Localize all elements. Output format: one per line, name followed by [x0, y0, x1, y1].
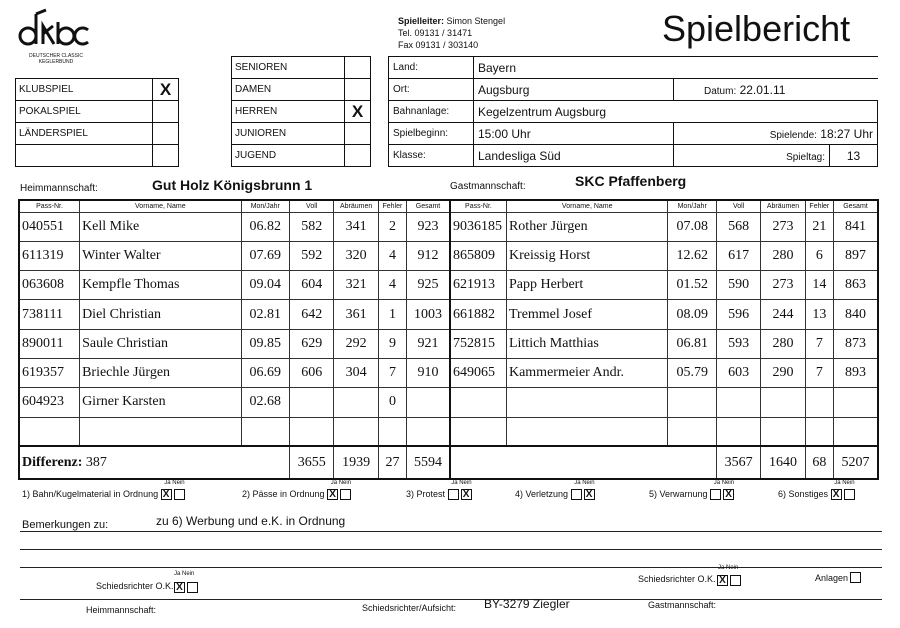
- signature-referee-value: BY-3279 Ziegler: [484, 597, 570, 611]
- score-table: [18, 199, 879, 480]
- guest-cell: 290: [761, 358, 805, 387]
- guest-cell: 752815: [450, 329, 507, 358]
- game-type-row: [16, 145, 179, 167]
- home-cell: 361: [334, 300, 378, 329]
- home-cell: 09.85: [241, 329, 289, 358]
- yes-no-caption: Ja Nein: [834, 480, 855, 486]
- game-type-mark[interactable]: [153, 101, 179, 123]
- yes-no-caption: Ja Nein: [330, 480, 352, 486]
- remarks-label: Bemerkungen zu:: [22, 519, 109, 531]
- guest-cell: 9036185: [450, 212, 507, 241]
- age-class-label: DAMEN: [232, 79, 345, 101]
- home-cell: 604923: [19, 388, 80, 417]
- guest-cell: [668, 417, 716, 446]
- home-cell: 611319: [19, 241, 80, 270]
- column-header: Gesamt: [833, 200, 878, 212]
- check-item: [778, 480, 855, 501]
- referee-ok-left-label: Schiedsrichter O.K.: [96, 581, 174, 591]
- column-header: Voll: [716, 200, 760, 212]
- guest-cell: 568: [716, 212, 760, 241]
- home-cell: [241, 417, 289, 446]
- home-team-name: Gut Holz Königsbrunn 1: [152, 177, 313, 193]
- game-type-label: [16, 145, 153, 167]
- guest-cell: Rother Jürgen: [506, 212, 668, 241]
- ref-yes-no-right: Ja Nein: [718, 565, 739, 571]
- guest-cell: [805, 417, 833, 446]
- home-cell: 02.81: [241, 300, 289, 329]
- anlagen-checkbox[interactable]: [850, 572, 861, 583]
- home-total-fehler: 27: [378, 446, 406, 479]
- check-item: [515, 480, 595, 501]
- guest-cell: 13: [805, 300, 833, 329]
- yes-no-caption: Ja Nein: [713, 480, 735, 486]
- remarks-value: zu 6) Werbung und e.K. in Ordnung: [156, 514, 346, 528]
- home-cell: 1003: [407, 300, 450, 329]
- home-cell: 9: [378, 329, 406, 358]
- game-type-label: POKALSPIEL: [16, 101, 153, 123]
- referee-ok-right-yes[interactable]: X: [717, 575, 728, 586]
- age-class-label: JUNIOREN: [232, 123, 345, 145]
- beginn-label: Spielbeginn:: [389, 123, 474, 145]
- column-header: Gesamt: [407, 200, 450, 212]
- signature-referee-label: Schiedsrichter/Aufsicht:: [362, 603, 457, 613]
- spieltag-value: 13: [830, 145, 878, 167]
- klasse-label: Klasse:: [389, 145, 474, 167]
- column-header: Vorname, Name: [506, 200, 668, 212]
- totals-row: [19, 446, 878, 479]
- check-label: 4) Verletzung: [515, 489, 569, 499]
- check-no-box[interactable]: X: [461, 489, 472, 500]
- game-type-row: [16, 79, 179, 101]
- check-label: 5) Verwarnung: [649, 489, 708, 499]
- guest-cell: 7: [805, 358, 833, 387]
- check-yes-box[interactable]: X: [831, 489, 842, 500]
- home-cell: 604: [290, 271, 334, 300]
- game-type-row: [16, 123, 179, 145]
- leader-name: Simon Stengel: [446, 16, 506, 26]
- spieltag-label: Spieltag:: [786, 151, 825, 163]
- guest-total-gesamt: 5207: [833, 446, 878, 479]
- home-cell: 619357: [19, 358, 80, 387]
- checklist: [22, 480, 882, 507]
- home-cell: [290, 417, 334, 446]
- dkbc-logo: [16, 8, 106, 65]
- home-cell: 02.68: [241, 388, 289, 417]
- home-cell: Briechle Jürgen: [80, 358, 242, 387]
- guest-cell: 596: [716, 300, 760, 329]
- home-cell: 321: [334, 271, 378, 300]
- ende-value: 18:27 Uhr: [820, 126, 873, 141]
- table-row: [19, 300, 878, 329]
- home-cell: [378, 417, 406, 446]
- column-header: Mon/Jahr: [241, 200, 289, 212]
- game-type-mark[interactable]: X: [153, 79, 179, 101]
- guest-cell: 593: [716, 329, 760, 358]
- check-item: [649, 480, 735, 501]
- guest-cell: 590: [716, 271, 760, 300]
- referee-ok-left-yes[interactable]: X: [174, 582, 185, 593]
- fax-value: 09131 / 303140: [415, 40, 479, 50]
- difference-value: 387: [85, 454, 107, 470]
- check-label: 3) Protest: [406, 489, 446, 499]
- home-cell: 06.69: [241, 358, 289, 387]
- column-header: Mon/Jahr: [668, 200, 716, 212]
- guest-cell: [450, 417, 507, 446]
- home-cell: 07.69: [241, 241, 289, 270]
- check-label: 1) Bahn/Kugelmaterial in Ordnung: [22, 489, 159, 499]
- guest-cell: [761, 417, 805, 446]
- age-class-row: [232, 145, 371, 167]
- column-header: Abräumen: [334, 200, 378, 212]
- age-class-row: [232, 57, 371, 79]
- home-total-gesamt: 5594: [407, 446, 450, 479]
- check-label: 6) Sonstiges: [778, 489, 829, 499]
- guest-cell: [716, 417, 760, 446]
- guest-cell: 05.79: [668, 358, 716, 387]
- home-cell: 890011: [19, 329, 80, 358]
- home-cell: 925: [407, 271, 450, 300]
- fax-label: Fax: [398, 40, 414, 50]
- ende-label: Spielende:: [769, 129, 817, 141]
- home-cell: 592: [290, 241, 334, 270]
- guest-cell: [761, 388, 805, 417]
- logo-text-2: KEGLERBUND: [38, 59, 74, 65]
- table-row: [19, 417, 878, 446]
- signature-home-label: Heimmannschaft:: [86, 605, 157, 615]
- home-cell: 582: [290, 212, 334, 241]
- guest-cell: 897: [833, 241, 878, 270]
- guest-cell: [450, 388, 507, 417]
- home-cell: [334, 388, 378, 417]
- home-cell: Diel Christian: [80, 300, 242, 329]
- leader-label: Spielleiter:: [398, 16, 445, 26]
- bowler-icon: [16, 8, 106, 48]
- guest-cell: 649065: [450, 358, 507, 387]
- age-class-mark[interactable]: [345, 123, 371, 145]
- guest-cell: 280: [761, 241, 805, 270]
- column-header: Abräumen: [761, 200, 805, 212]
- guest-cell: 21: [805, 212, 833, 241]
- beginn-value: 15:00 Uhr: [474, 123, 674, 145]
- yes-no-caption: Ja Nein: [574, 480, 595, 486]
- home-cell: 4: [378, 271, 406, 300]
- guest-cell: Papp Herbert: [506, 271, 668, 300]
- home-cell: 923: [407, 212, 450, 241]
- yes-no-caption: Ja Nein: [451, 480, 472, 486]
- home-cell: [290, 388, 334, 417]
- home-cell: [334, 417, 378, 446]
- guest-cell: [716, 388, 760, 417]
- home-cell: 642: [290, 300, 334, 329]
- guest-cell: 244: [761, 300, 805, 329]
- home-cell: 2: [378, 212, 406, 241]
- table-row: [19, 241, 878, 270]
- check-yes-box[interactable]: X: [327, 489, 338, 500]
- home-total-voll: 3655: [290, 446, 334, 479]
- guest-cell: 6: [805, 241, 833, 270]
- home-cell: 910: [407, 358, 450, 387]
- guest-cell: 661882: [450, 300, 507, 329]
- guest-cell: Littich Matthias: [506, 329, 668, 358]
- datum-label: Datum:: [704, 85, 737, 97]
- home-cell: 341: [334, 212, 378, 241]
- guest-cell: 893: [833, 358, 878, 387]
- home-cell: 06.82: [241, 212, 289, 241]
- age-class-label: SENIOREN: [232, 57, 345, 79]
- yes-no-caption: Ja Nein: [164, 480, 185, 486]
- signature-guest-label: Gastmannschaft:: [648, 600, 717, 610]
- check-label: 2) Pässe in Ordnung: [242, 489, 325, 499]
- column-header: Vorname, Name: [80, 200, 242, 212]
- check-no-box[interactable]: [844, 489, 855, 500]
- game-type-label: LÄNDERSPIEL: [16, 123, 153, 145]
- bahn-value: Kegelzentrum Augsburg: [474, 101, 878, 123]
- age-class-mark[interactable]: [345, 79, 371, 101]
- age-class-row: [232, 79, 371, 101]
- column-header: Fehler: [378, 200, 406, 212]
- home-cell: [407, 417, 450, 446]
- home-cell: Saule Christian: [80, 329, 242, 358]
- check-no-box[interactable]: [174, 489, 185, 500]
- guest-cell: 08.09: [668, 300, 716, 329]
- guest-team-name: SKC Pfaffenberg: [575, 173, 687, 189]
- ref-yes-no-left: Ja Nein: [174, 571, 195, 577]
- home-cell: 629: [290, 329, 334, 358]
- guest-cell: 12.62: [668, 241, 716, 270]
- home-cell: Kempfle Thomas: [80, 271, 242, 300]
- table-row: [19, 388, 878, 417]
- guest-cell: 841: [833, 212, 878, 241]
- guest-cell: 621913: [450, 271, 507, 300]
- age-class-label: JUGEND: [232, 145, 345, 167]
- home-cell: 738111: [19, 300, 80, 329]
- column-header: Voll: [290, 200, 334, 212]
- age-class-mark[interactable]: [345, 57, 371, 79]
- klasse-value: Landesliga Süd: [474, 145, 674, 167]
- guest-total-abraeumen: 1640: [761, 446, 805, 479]
- age-class-row: [232, 101, 371, 123]
- home-total-abraeumen: 1939: [334, 446, 378, 479]
- guest-cell: [833, 388, 878, 417]
- home-cell: [19, 417, 80, 446]
- home-cell: 606: [290, 358, 334, 387]
- guest-cell: 01.52: [668, 271, 716, 300]
- ort-value: Augsburg: [474, 79, 674, 101]
- referee-ok-left-no[interactable]: [187, 582, 198, 593]
- guest-cell: [833, 417, 878, 446]
- check-no-box[interactable]: [340, 489, 351, 500]
- home-cell: Girner Karsten: [80, 388, 242, 417]
- home-cell: 292: [334, 329, 378, 358]
- anlagen-label: Anlagen: [815, 573, 849, 583]
- guest-cell: 7: [805, 329, 833, 358]
- guest-cell: 273: [761, 212, 805, 241]
- page-title: Spielbericht: [662, 8, 851, 49]
- check-yes-box[interactable]: X: [161, 489, 172, 500]
- home-cell: 912: [407, 241, 450, 270]
- guest-total-fehler: 68: [805, 446, 833, 479]
- game-type-mark[interactable]: [153, 145, 179, 167]
- check-item: [406, 480, 472, 501]
- difference-label: Differenz:: [22, 454, 83, 470]
- age-class-label: HERREN: [232, 101, 345, 123]
- column-header: Pass-Nr.: [450, 200, 507, 212]
- game-type-label: KLUBSPIEL: [16, 79, 153, 101]
- guest-cell: 14: [805, 271, 833, 300]
- home-cell: 320: [334, 241, 378, 270]
- home-cell: Kell Mike: [80, 212, 242, 241]
- guest-cell: 06.81: [668, 329, 716, 358]
- game-type-mark[interactable]: [153, 123, 179, 145]
- tel-value: 09131 / 31471: [414, 28, 473, 38]
- land-value: Bayern: [474, 57, 878, 79]
- logo-text-1: DEUTSCHER CLASSIC: [29, 53, 83, 59]
- column-header: Pass-Nr.: [19, 200, 80, 212]
- age-class-table: [231, 56, 371, 167]
- home-cell: 040551: [19, 212, 80, 241]
- guest-cell: Kammermeier Andr.: [506, 358, 668, 387]
- check-yes-box[interactable]: [571, 489, 582, 500]
- home-cell: 0: [378, 388, 406, 417]
- home-cell: 063608: [19, 271, 80, 300]
- home-cell: Winter Walter: [80, 241, 242, 270]
- guest-cell: [506, 388, 668, 417]
- home-cell: 921: [407, 329, 450, 358]
- check-yes-box[interactable]: [448, 489, 459, 500]
- home-cell: 7: [378, 358, 406, 387]
- home-cell: 4: [378, 241, 406, 270]
- age-class-mark[interactable]: [345, 145, 371, 167]
- guest-cell: 617: [716, 241, 760, 270]
- guest-total-voll: 3567: [716, 446, 760, 479]
- table-row: [19, 358, 878, 387]
- match-info-table: [388, 56, 878, 167]
- guest-cell: 603: [716, 358, 760, 387]
- table-row: [19, 271, 878, 300]
- table-row: [19, 329, 878, 358]
- check-no-box[interactable]: X: [723, 489, 734, 500]
- guest-cell: 840: [833, 300, 878, 329]
- game-type-row: [16, 101, 179, 123]
- check-item: [22, 480, 185, 501]
- game-type-table: [15, 78, 179, 167]
- column-header: Fehler: [805, 200, 833, 212]
- guest-cell: Tremmel Josef: [506, 300, 668, 329]
- check-no-box[interactable]: X: [584, 489, 595, 500]
- table-row: [19, 212, 878, 241]
- guest-cell: 863: [833, 271, 878, 300]
- guest-cell: [506, 417, 668, 446]
- guest-cell: 280: [761, 329, 805, 358]
- guest-cell: 07.08: [668, 212, 716, 241]
- guest-cell: 273: [761, 271, 805, 300]
- home-team-label: Heimmannschaft:: [20, 183, 98, 194]
- datum-value: 22.01.11: [739, 82, 786, 97]
- age-class-mark[interactable]: X: [345, 101, 371, 123]
- guest-cell: 873: [833, 329, 878, 358]
- age-class-row: [232, 123, 371, 145]
- guest-cell: [805, 388, 833, 417]
- leader-block: [398, 15, 505, 51]
- land-label: Land:: [389, 57, 474, 79]
- guest-cell: [668, 388, 716, 417]
- bahn-label: Bahnanlage:: [389, 101, 474, 123]
- check-item: [242, 480, 352, 501]
- guest-cell: Kreissig Horst: [506, 241, 668, 270]
- home-cell: 1: [378, 300, 406, 329]
- guest-team-label: Gastmannschaft:: [450, 181, 526, 192]
- check-yes-box[interactable]: [710, 489, 721, 500]
- referee-ok-right-label: Schiedsrichter O.K.: [638, 574, 716, 584]
- home-cell: 304: [334, 358, 378, 387]
- tel-label: Tel.: [398, 28, 413, 38]
- ort-label: Ort:: [389, 79, 474, 101]
- guest-cell: 865809: [450, 241, 507, 270]
- home-cell: [80, 417, 242, 446]
- home-cell: [407, 388, 450, 417]
- home-cell: 09.04: [241, 271, 289, 300]
- referee-ok-right-no[interactable]: [730, 575, 741, 586]
